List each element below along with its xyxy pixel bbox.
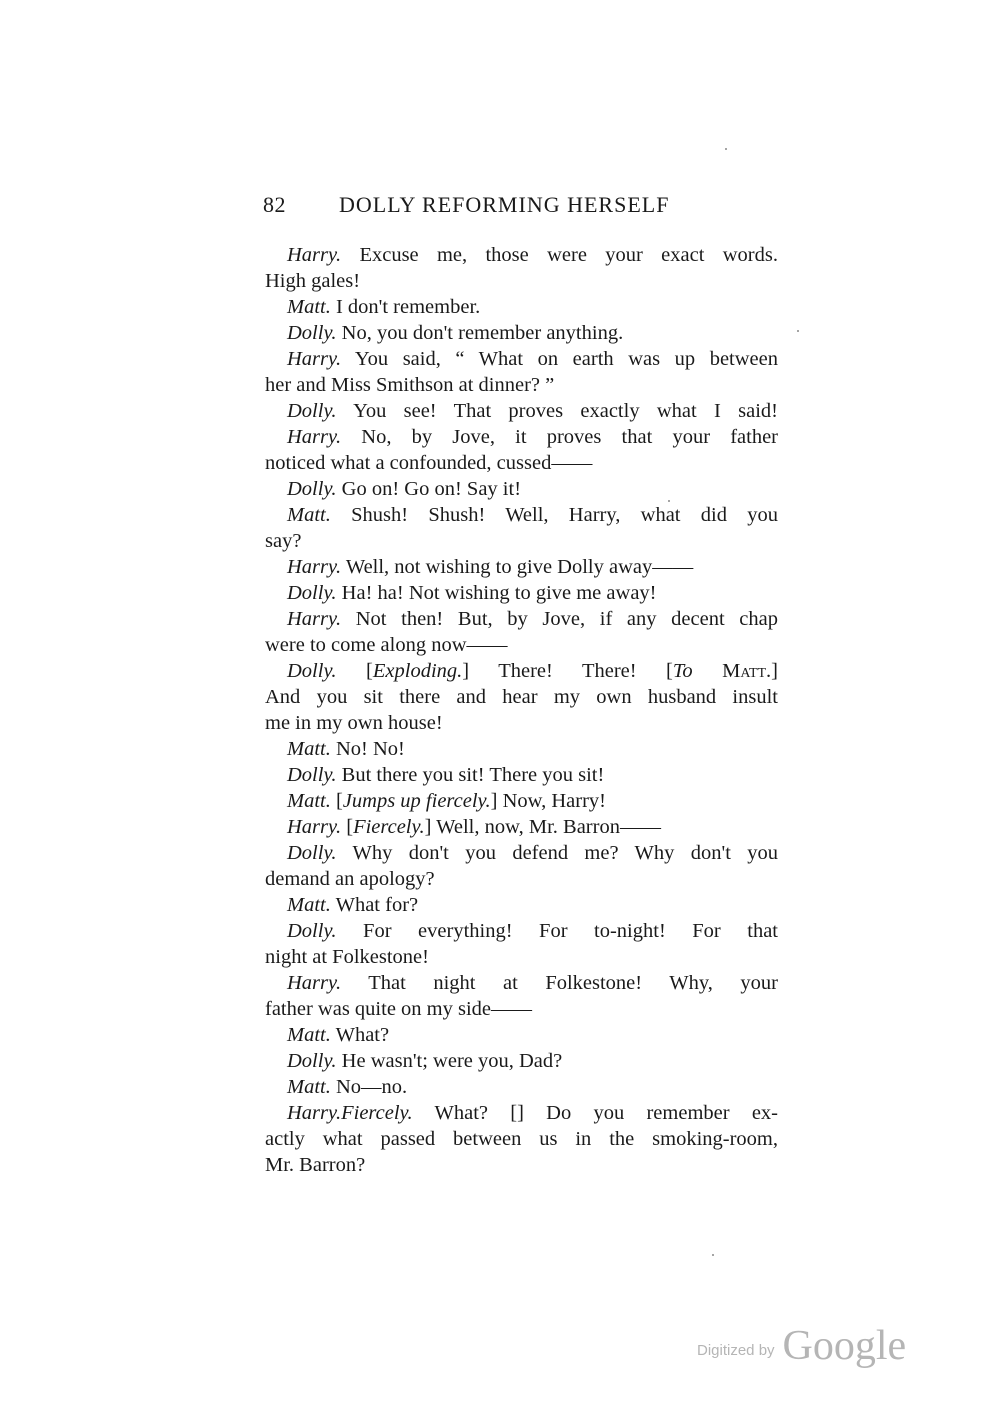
speaker-name: Dolly.: [287, 322, 337, 344]
speaker-name: Dolly.: [287, 660, 337, 682]
text-line: [265, 606, 778, 632]
text-line: [265, 476, 778, 502]
line-text: ] Now, Harry!: [490, 790, 606, 812]
stage-direction: Jumps up fiercely.: [342, 790, 491, 812]
line-text: What?: [330, 1024, 390, 1046]
text-line: [265, 944, 778, 970]
line-text: Well, not wishing to give Dolly away——: [341, 556, 694, 578]
line-text: [: [330, 790, 343, 812]
text-line: [265, 294, 778, 320]
speaker-name: Harry.: [287, 608, 342, 630]
speaker-name: Dolly.: [287, 920, 337, 942]
line-text: ] There! There! [: [462, 660, 673, 682]
line-text: No—no.: [330, 1076, 408, 1098]
stage-direction: Exploding.: [372, 660, 463, 682]
text-line: [265, 1022, 778, 1048]
stage-direction-name: Matt.: [722, 660, 772, 682]
line-text: You said, “ What on earth was up between: [341, 348, 778, 370]
line-text: night at Folkestone!: [265, 946, 429, 968]
stage-direction: Fiercely.: [341, 1102, 413, 1124]
line-text: ]: [771, 660, 778, 682]
text-line: [265, 1100, 778, 1126]
line-text: noticed what a confounded, cussed——: [265, 452, 593, 474]
line-text: For everything! For to-night! For that: [336, 920, 778, 942]
line-text: say?: [265, 530, 302, 552]
line-text: What? [: [412, 1102, 518, 1124]
text-line: [265, 1126, 778, 1152]
line-text: No! No!: [330, 738, 405, 760]
text-line: [265, 970, 778, 996]
stage-direction: Fiercely.: [353, 816, 425, 838]
line-text: father was quite on my side——: [265, 998, 533, 1020]
ink-speck: [725, 148, 727, 150]
speaker-name: Matt.: [287, 504, 331, 526]
line-text: actly what passed between us in the smoking-room,: [265, 1128, 778, 1150]
line-text: [: [336, 660, 373, 682]
text-line: [265, 554, 778, 580]
speaker-name: Matt.: [287, 1076, 331, 1098]
line-text: Shush! Shush! Well, Harry, what did you: [330, 504, 778, 526]
speaker-name: Dolly.: [287, 400, 337, 422]
speaker-name: Matt.: [287, 296, 331, 318]
line-text: me in my own house!: [265, 712, 443, 734]
text-line: [265, 450, 778, 476]
line-text: Not then! But, by Jove, if any decent chap: [341, 608, 778, 630]
text-line: [265, 892, 778, 918]
text-line: [265, 788, 778, 814]
text-line: [265, 736, 778, 762]
line-text: Ha! ha! Not wishing to give me away!: [336, 582, 657, 604]
speaker-name: Dolly.: [287, 842, 337, 864]
line-text: High gales!: [265, 270, 361, 292]
speaker-name: Dolly.: [287, 1050, 337, 1072]
line-text: her and Miss Smithson at dinner? ”: [265, 374, 555, 396]
text-line: [265, 840, 778, 866]
text-line: [265, 242, 778, 268]
text-line: [265, 398, 778, 424]
speaker-name: Harry.: [287, 244, 342, 266]
line-text: ] Do you remember ex-: [517, 1102, 778, 1124]
line-text: And you sit there and hear my own husband insult: [265, 686, 778, 708]
speaker-name: Matt.: [287, 1024, 331, 1046]
line-text: ] Well, now, Mr. Barron——: [424, 816, 661, 838]
stage-direction: To: [672, 660, 723, 682]
line-text: Excuse me, those were your exact words.: [341, 244, 778, 266]
speaker-name: Dolly.: [287, 764, 337, 786]
text-line: [265, 1048, 778, 1074]
text-line: [265, 814, 778, 840]
line-text: No, by Jove, it proves that your father: [341, 426, 778, 448]
watermark-prefix: Digitized by: [697, 1342, 775, 1359]
text-line: [265, 866, 778, 892]
line-text: Why don't you defend me? Why don't you: [336, 842, 778, 864]
digitized-watermark: [697, 1322, 906, 1370]
text-line: [265, 372, 778, 398]
text-line: [265, 580, 778, 606]
text-line: [265, 1152, 778, 1178]
speaker-name: Harry.: [287, 1102, 342, 1124]
text-line: [265, 762, 778, 788]
text-line: [265, 710, 778, 736]
text-line: [265, 268, 778, 294]
play-dialogue: [265, 242, 778, 1178]
speaker-name: Harry.: [287, 816, 342, 838]
line-text: He wasn't; were you, Dad?: [336, 1050, 563, 1072]
running-title: DOLLY REFORMING HERSELF: [339, 192, 670, 217]
speaker-name: Dolly.: [287, 478, 337, 500]
line-text: demand an apology?: [265, 868, 435, 890]
line-text: What for?: [330, 894, 419, 916]
speaker-name: Matt.: [287, 790, 331, 812]
speaker-name: Harry.: [287, 972, 342, 994]
text-line: [265, 1074, 778, 1100]
line-text: I don't remember.: [330, 296, 481, 318]
line-text: No, you don't remember anything.: [336, 322, 624, 344]
google-logo: Google: [782, 1323, 907, 1369]
ink-speck: [797, 330, 799, 332]
text-line: [265, 346, 778, 372]
text-line: [265, 918, 778, 944]
speaker-name: Harry.: [287, 556, 342, 578]
text-line: [265, 528, 778, 554]
line-text: Mr. Barron?: [265, 1154, 366, 1176]
speaker-name: Matt.: [287, 738, 331, 760]
text-line: [265, 632, 778, 658]
text-line: [265, 502, 778, 528]
line-text: But there you sit! There you sit!: [336, 764, 605, 786]
speaker-name: Harry.: [287, 348, 342, 370]
text-line: [265, 684, 778, 710]
line-text: were to come along now——: [265, 634, 508, 656]
speaker-name: Matt.: [287, 894, 331, 916]
line-text: Go on! Go on! Say it!: [336, 478, 522, 500]
text-line: [265, 320, 778, 346]
page-header: [263, 192, 783, 218]
speaker-name: Dolly.: [287, 582, 337, 604]
speaker-name: Harry.: [287, 426, 342, 448]
line-text: That night at Folkestone! Why, your: [341, 972, 778, 994]
text-line: [265, 424, 778, 450]
text-line: [265, 658, 778, 684]
line-text: [: [341, 816, 354, 838]
text-line: [265, 996, 778, 1022]
line-text: You see! That proves exactly what I said!: [336, 400, 778, 422]
ink-speck: [712, 1254, 714, 1256]
page-number: 82: [263, 192, 286, 217]
